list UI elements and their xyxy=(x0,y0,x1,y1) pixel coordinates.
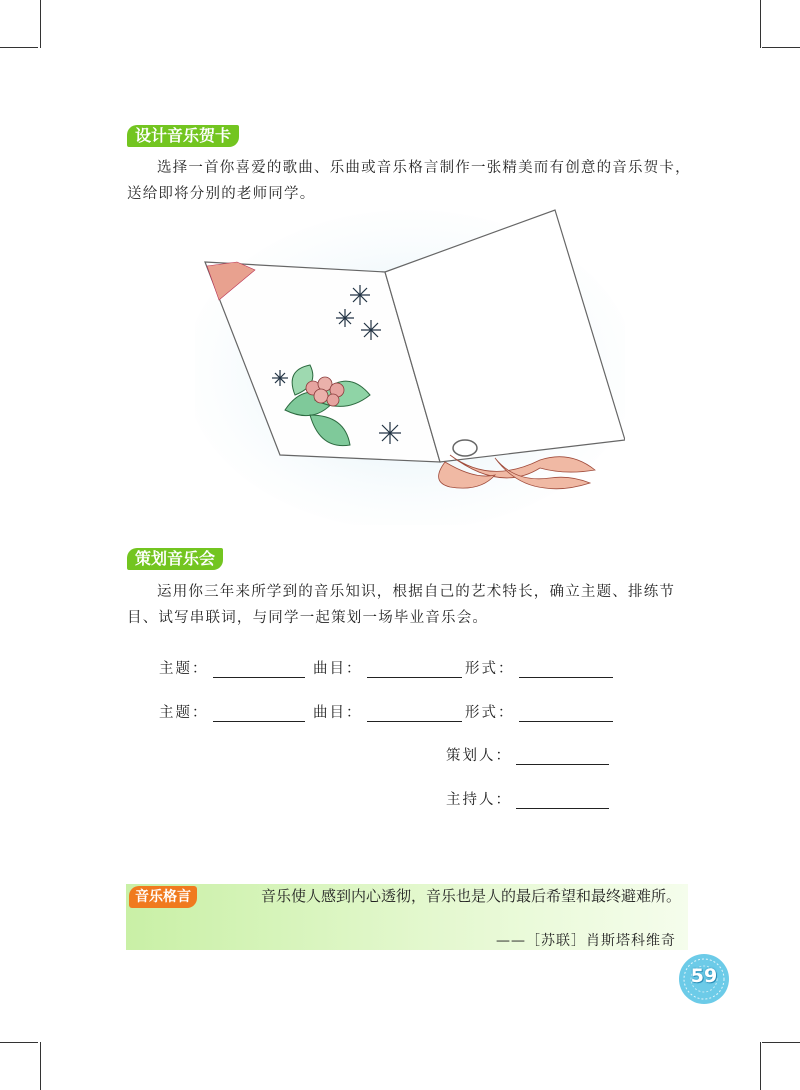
planner-label: 策划人： xyxy=(446,748,512,764)
section-title-concert: 策划音乐会 xyxy=(127,548,223,570)
form-field[interactable] xyxy=(465,701,613,722)
theme-field[interactable] xyxy=(159,701,305,722)
host-blank[interactable] xyxy=(516,792,609,809)
host-field[interactable] xyxy=(446,788,609,809)
page-number: 59 xyxy=(690,965,718,987)
theme-label: 主题： xyxy=(159,705,209,721)
theme-field[interactable] xyxy=(159,657,305,678)
theme-label: 主题： xyxy=(159,661,209,677)
form-label: 形式： xyxy=(465,661,515,677)
quote-text xyxy=(216,884,686,908)
piece-label: 曲目： xyxy=(313,705,363,721)
crop-mark xyxy=(0,1042,38,1043)
paragraph-text: 运用你三年来所学到的音乐知识，根据自己的艺术特长，确立主题、排练节目、试写串联词，与同学一起策划一场毕业音乐会。 xyxy=(127,584,676,626)
theme-blank[interactable] xyxy=(213,705,305,722)
crop-mark xyxy=(40,0,41,48)
crop-mark xyxy=(762,1042,800,1043)
crop-mark xyxy=(760,1042,761,1090)
planner-field[interactable] xyxy=(446,744,609,765)
host-label: 主持人： xyxy=(446,792,512,808)
quote-tag: 音乐格言 xyxy=(129,886,197,908)
piece-field[interactable] xyxy=(313,657,462,678)
form-blank[interactable] xyxy=(519,705,613,722)
form-blank[interactable] xyxy=(519,661,613,678)
paragraph-text: 选择一首你喜爱的歌曲、乐曲或音乐格言制作一张精美而有创意的音乐贺卡，送给即将分别的老师同学。 xyxy=(127,160,691,202)
crop-mark xyxy=(40,1042,41,1090)
section-title-music-card: 设计音乐贺卡 xyxy=(127,125,239,147)
theme-blank[interactable] xyxy=(213,661,305,678)
greeting-card-illustration xyxy=(195,200,625,525)
planner-blank[interactable] xyxy=(516,748,609,765)
quote-author: ——［苏联］肖斯塔科维奇 xyxy=(496,933,676,949)
crop-mark xyxy=(760,0,761,48)
crop-mark xyxy=(0,47,38,48)
piece-field[interactable] xyxy=(313,701,462,722)
crop-mark xyxy=(762,47,800,48)
piece-blank[interactable] xyxy=(367,705,462,722)
piece-blank[interactable] xyxy=(367,661,462,678)
form-label: 形式： xyxy=(465,705,515,721)
quote-body: 音乐使人感到内心透彻，音乐也是人的最后希望和最终避难所。 xyxy=(261,887,682,905)
form-field[interactable] xyxy=(465,657,613,678)
piece-label: 曲目： xyxy=(313,661,363,677)
section-text-concert xyxy=(127,579,692,631)
